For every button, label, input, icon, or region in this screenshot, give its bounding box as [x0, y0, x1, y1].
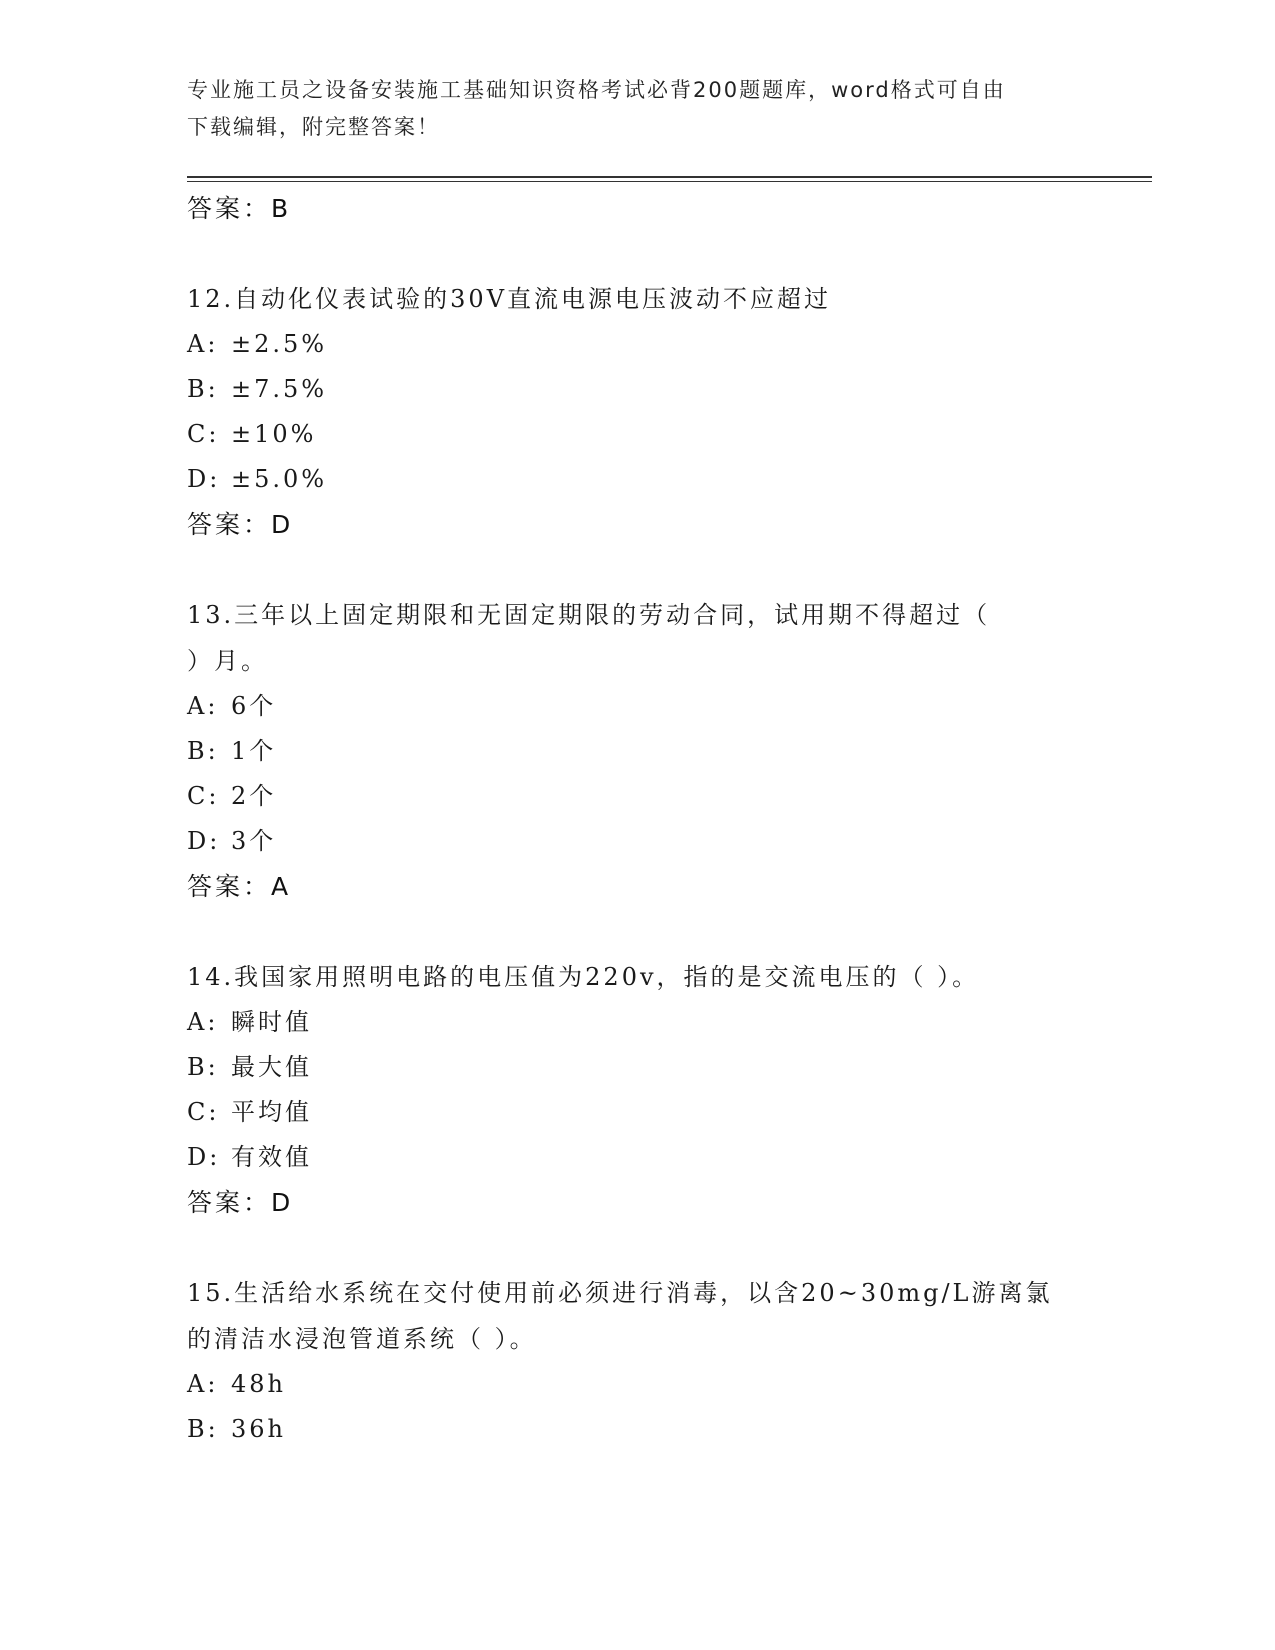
question-text-line-1: 15.生活给水系统在交付使用前必须进行消毒，以含20~30mg/L游离氯 — [187, 1279, 1053, 1307]
answer-line — [187, 186, 1087, 232]
option-a: A: 瞬时值 — [187, 1008, 312, 1036]
option-a: A: 48h — [187, 1370, 286, 1398]
option-d: D: ±5.0% — [187, 465, 328, 493]
spacer — [187, 548, 1087, 592]
answer-value: B — [271, 194, 291, 223]
option-b: B: ±7.5% — [187, 375, 328, 403]
option-b: B: 1个 — [187, 737, 277, 765]
question-block-12 — [187, 276, 1087, 548]
option-d: D: 3个 — [187, 827, 277, 855]
spacer — [187, 910, 1087, 954]
answer-value: D — [271, 1188, 293, 1217]
option-a: A: 6个 — [187, 692, 277, 720]
option-b: B: 36h — [187, 1415, 286, 1443]
answer-line — [187, 502, 1087, 548]
answer-value: A — [271, 872, 291, 901]
option-c: C: 平均值 — [187, 1098, 312, 1126]
answer-line — [187, 1180, 1087, 1226]
option-c: C: 2个 — [187, 782, 277, 810]
spacer — [187, 232, 1087, 276]
option-b: B: 最大值 — [187, 1053, 312, 1081]
answer-line — [187, 864, 1087, 910]
question-block-14 — [187, 954, 1087, 1226]
answer-label: 答案： — [187, 194, 272, 223]
document-header — [187, 72, 1067, 146]
option-a: A: ±2.5% — [187, 330, 328, 358]
answer-label: 答案： — [187, 872, 272, 901]
header-line-1: 专业施工员之设备安装施工基础知识资格考试必背200题题库，word格式可自由 — [187, 78, 1006, 102]
question-text-line-2: 的清洁水浸泡管道系统（ ）。 — [187, 1325, 537, 1353]
question-block-15 — [187, 1270, 1087, 1452]
header-rule-thick — [187, 176, 1152, 178]
question-text: 12.自动化仪表试验的30V直流电源电压波动不应超过 — [187, 285, 832, 313]
option-c: C: ±10% — [187, 420, 317, 448]
question-text-line-1: 13.三年以上固定期限和无固定期限的劳动合同，试用期不得超过（ — [187, 601, 991, 629]
header-rule-thin — [187, 181, 1152, 182]
answer-label: 答案： — [187, 510, 272, 539]
question-text: 14.我国家用照明电路的电压值为220v，指的是交流电压的（ ）。 — [187, 963, 980, 991]
option-d: D: 有效值 — [187, 1143, 312, 1171]
header-line-2: 下载编辑，附完整答案！ — [187, 115, 440, 139]
answer-value: D — [271, 510, 293, 539]
spacer — [187, 1226, 1087, 1270]
question-block-13 — [187, 592, 1087, 910]
answer-label: 答案： — [187, 1188, 272, 1217]
question-text-line-2: ）月。 — [187, 647, 268, 675]
question-list — [187, 186, 1087, 1452]
